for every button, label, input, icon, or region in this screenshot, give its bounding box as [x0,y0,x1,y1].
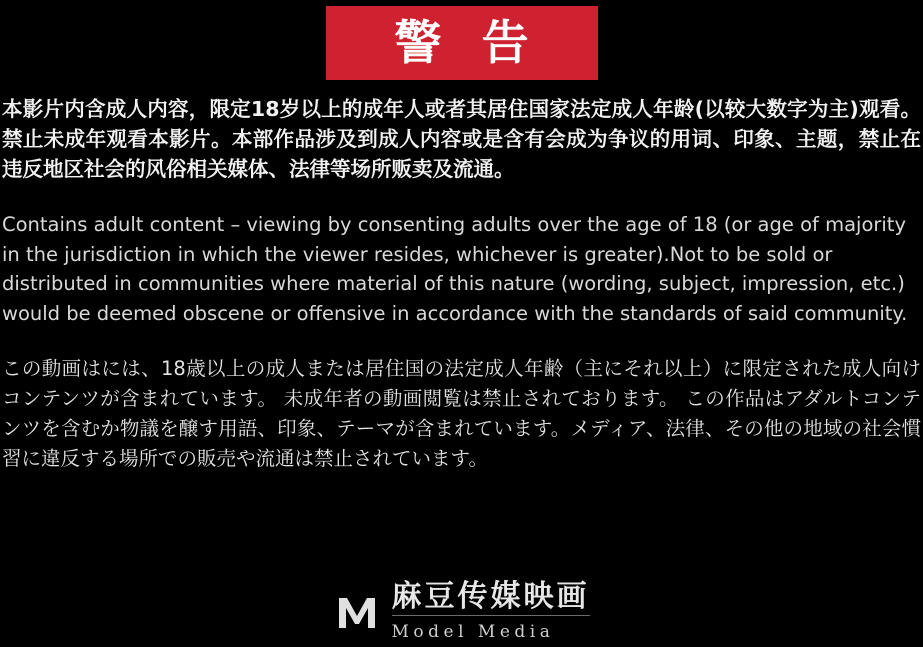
m-monogram-icon [334,589,380,635]
brand-name-cn: 麻豆传媒映画 [391,579,590,614]
brand-logo-divider [392,615,590,616]
brand-logo-text [391,579,590,642]
brand-logo [0,579,923,642]
notice-paragraph-english: Contains adult content – viewing by consenting adults over the age of 18 (or age of majority in the jurisdiction in which the viewer resides, whichever is greater).Not to be sold or distributed in communities where material of this nature (wording, subject, impression, etc.) would be deemed obscene or offensive in accordance with the standards of said community. [2,213,908,325]
brand-name-en: Model Media [391,622,555,642]
notice-paragraph-japanese: この動画はには、18歳以上の成人または居住国の法定成人年齢（主にそれ以上）に限定された成人向けコンテンツが含まれています。 未成年者の動画閲覧は禁止されております。 この作品はアダルトコンテンツを含むか物議を醸す用語、印象、テーマが含まれています。メディア、法律、その他の地域の社会慣習に違反する場所での販売や流通は禁止されています。 [2,357,921,470]
notice-content [0,94,923,474]
notice-paragraph-chinese: 本影片内含成人内容，限定18岁以上的成年人或者其居住国家法定成人年龄(以较大数字为主)观看。禁止未成年观看本影片。本部作品涉及到成人内容或是含有会成为争议的用词、印象、主题，禁止在违反地区社会的风俗相关媒体、法律等场所贩卖及流通。 [2,97,921,181]
warning-banner [326,6,598,80]
warning-banner-container [0,0,923,80]
warning-banner-label: 警 告 [394,15,541,71]
